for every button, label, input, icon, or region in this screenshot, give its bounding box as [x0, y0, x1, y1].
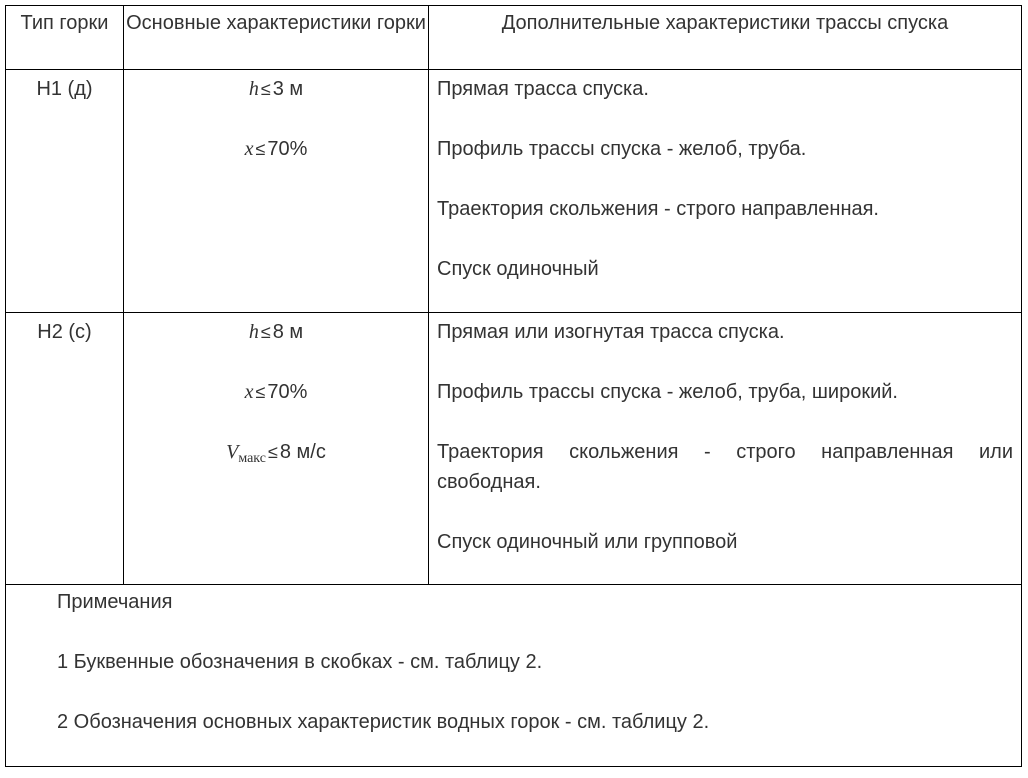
formula-slope: x ≤ 70%	[244, 138, 308, 160]
main-characteristics-cell	[124, 313, 429, 585]
extra-characteristics-cell	[429, 70, 1022, 313]
slide-characteristics-table	[5, 5, 1022, 767]
notes-row	[6, 585, 1022, 767]
note-item: 1 Буквенные обозначения в скобках - см. таблицу 2.	[57, 651, 543, 673]
detail-line: Прямая или изогнутая трасса спуска.	[437, 321, 785, 343]
main-characteristics-cell	[124, 70, 429, 313]
formula-height: h ≤ 3 м	[248, 78, 304, 100]
header-extra-characteristics: Дополнительные характеристики трассы спуска	[429, 6, 1022, 70]
detail-line: Спуск одиночный или групповой	[437, 531, 738, 553]
formula-slope: x ≤ 70%	[244, 381, 308, 403]
detail-line: Спуск одиночный	[437, 258, 599, 280]
detail-line: Профиль трассы спуска - желоб, труба, широкий.	[437, 381, 898, 403]
detail-line: Траектория скольжения - строго направленная или свободная.	[437, 441, 1013, 493]
header-row	[6, 6, 1022, 70]
table-row	[6, 313, 1022, 585]
note-item: 2 Обозначения основных характеристик водных горок - см. таблицу 2.	[57, 711, 710, 733]
detail-line: Траектория скольжения - строго направленная.	[437, 198, 879, 220]
formula-max-speed: $V_{макс} \le 8$ м/с	[226, 441, 326, 466]
header-type: Тип горки	[6, 6, 124, 70]
slide-type-cell: Н1 (д)	[6, 70, 124, 313]
table-row	[6, 70, 1022, 313]
extra-characteristics-cell	[429, 313, 1022, 585]
notes-cell	[6, 585, 1022, 767]
detail-line: Профиль трассы спуска - желоб, труба.	[437, 138, 807, 160]
formula-height: h ≤ 8 м	[248, 321, 304, 343]
detail-line: Прямая трасса спуска.	[437, 78, 649, 100]
notes-title: Примечания	[57, 591, 173, 613]
slide-type-cell: Н2 (с)	[6, 313, 124, 585]
header-main-characteristics: Основные характеристики горки	[124, 6, 429, 70]
